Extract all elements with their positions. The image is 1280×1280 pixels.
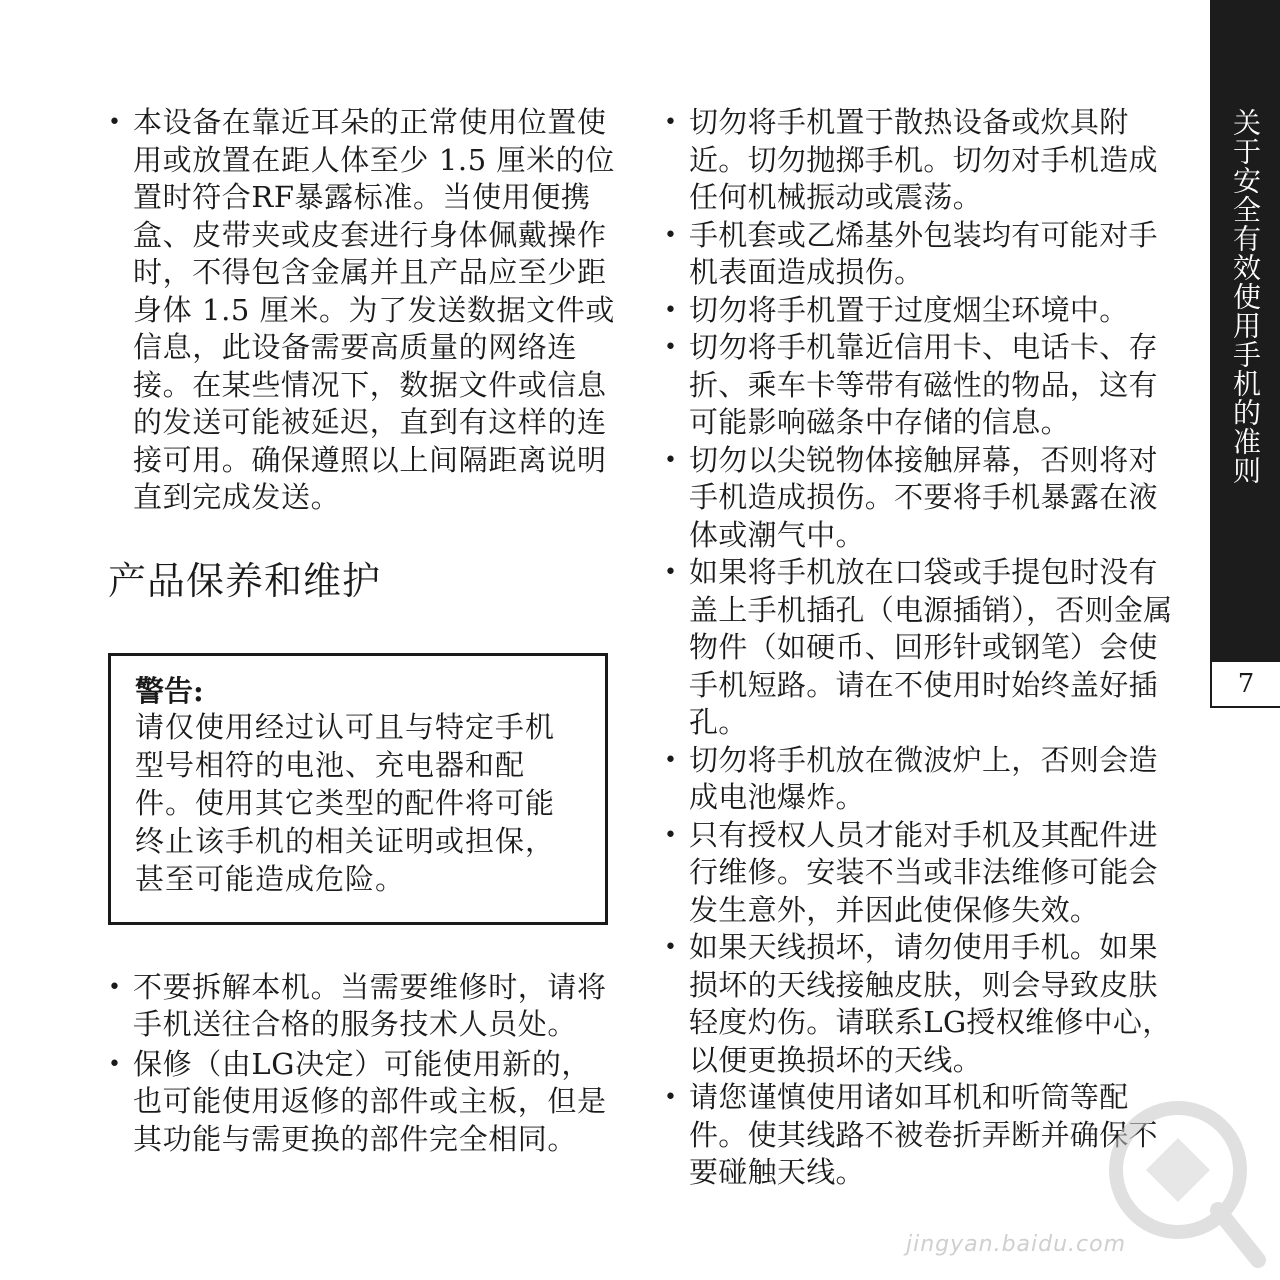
- bullet-icon: •: [664, 1085, 678, 1110]
- list-item: [108, 969, 618, 1044]
- bullet-icon: •: [664, 747, 678, 773]
- list-item-text: 切勿以尖锐物体接触屏幕，否则将对手机造成损伤。不要将手机暴露在液体或潮气中。: [689, 442, 1158, 552]
- list-item-text: 请您谨慎使用诸如耳机和听筒等配件。使其线路不被卷折弄断并确保不要碰触天线。: [689, 1080, 1158, 1189]
- bullet-icon: •: [108, 974, 122, 1000]
- bullet-icon: •: [664, 935, 678, 960]
- bullet-icon: •: [108, 1051, 122, 1077]
- list-item: [664, 329, 1174, 442]
- list-item: [664, 217, 1174, 292]
- list-item: [108, 1046, 618, 1159]
- list-item-text: 切勿将手机靠近信用卡、电话卡、存折、乘车卡等带有磁性的物品，这有可能影响磁条中存储的信息。: [689, 330, 1158, 439]
- bullet-icon: •: [664, 297, 678, 323]
- bullet-icon: •: [664, 110, 678, 135]
- right-column: [664, 104, 1174, 1192]
- left-bullet-list-bottom: [108, 969, 618, 1159]
- bullet-icon: •: [664, 335, 678, 360]
- list-item-text: 切勿将手机放在微波炉上，否则会造成电池爆炸。: [689, 742, 1158, 814]
- list-item-text: 切勿将手机置于过度烟尘环境中。: [689, 292, 1129, 327]
- list-item-text: 切勿将手机置于散热设备或炊具附近。切勿抛掷手机。切勿对手机造成任何机械振动或震荡。: [689, 105, 1158, 214]
- list-item: [664, 292, 1174, 330]
- list-item: [664, 554, 1174, 742]
- warning-title: 警告:: [135, 673, 204, 708]
- section-title: 产品保养和维护: [108, 558, 382, 603]
- warning-body: 请仅使用经过认可且与特定手机型号相符的电池、充电器和配件。使用其它类型的配件将可能终止该手机的相关证明或担保，甚至可能造成危险。: [135, 709, 556, 896]
- right-bullet-list: [664, 104, 1174, 1192]
- bullet-icon: •: [108, 110, 122, 135]
- page-number: 7: [1210, 662, 1280, 708]
- list-item-text: 手机套或乙烯基外包装均有可能对手机表面造成损伤。: [689, 217, 1158, 289]
- chapter-title: 关于安全有效使用手机的准则: [1229, 108, 1262, 485]
- watermark-text: jingyan.baidu.com: [906, 1232, 1127, 1257]
- list-item: [664, 742, 1174, 817]
- bullet-icon: •: [664, 222, 678, 248]
- bullet-icon: •: [664, 447, 678, 473]
- bullet-icon: •: [664, 560, 678, 585]
- list-item: [108, 104, 618, 517]
- list-item: [664, 929, 1174, 1079]
- warning-box: [108, 653, 608, 925]
- list-item-text: 本设备在靠近耳朵的正常使用位置使用或放置在距人体至少 1.5 厘米的位置时符合RF暴露标准。当使用便携盒、皮带夹或皮套进行身体佩戴操作时，不得包含金属并且产品应至少距身体 1.5 厘米。为了发送数据文件或信息，此设备需要高质量的网络连接。在某些情况下，数据文件或信息的发送可能被延迟，直到有这样的连接可用。确保遵照以上间隔距离说明直到完成发送。: [133, 105, 615, 514]
- left-bullet-list-top: [108, 104, 618, 517]
- list-item-text: 保修（由LG决定）可能使用新的，也可能使用返修的部件或主板，但是其功能与需更换的部件完全相同。: [133, 1046, 607, 1156]
- list-item: [664, 442, 1174, 555]
- list-item-text: 只有授权人员才能对手机及其配件进行维修。安装不当或非法维修可能会发生意外，并因此使保修失效。: [689, 817, 1158, 927]
- list-item-text: 如果将手机放在口袋或手提包时没有盖上手机插孔（电源插销），否则金属物件（如硬币、回形针或钢笔）会使手机短路。请在不使用时始终盖好插孔。: [689, 555, 1173, 739]
- list-item: [664, 817, 1174, 930]
- left-column: [108, 104, 618, 1160]
- list-item: [664, 104, 1174, 217]
- bullet-icon: •: [664, 822, 678, 848]
- list-item-text: 不要拆解本机。当需要维修时，请将手机送往合格的服务技术人员处。: [133, 969, 607, 1041]
- list-item-text: 如果天线损坏，请勿使用手机。如果损坏的天线接触皮肤，则会导致皮肤轻度灼伤。请联系LG授权维修中心，以便更换损坏的天线。: [689, 930, 1172, 1077]
- chapter-side-tab: [1210, 0, 1280, 662]
